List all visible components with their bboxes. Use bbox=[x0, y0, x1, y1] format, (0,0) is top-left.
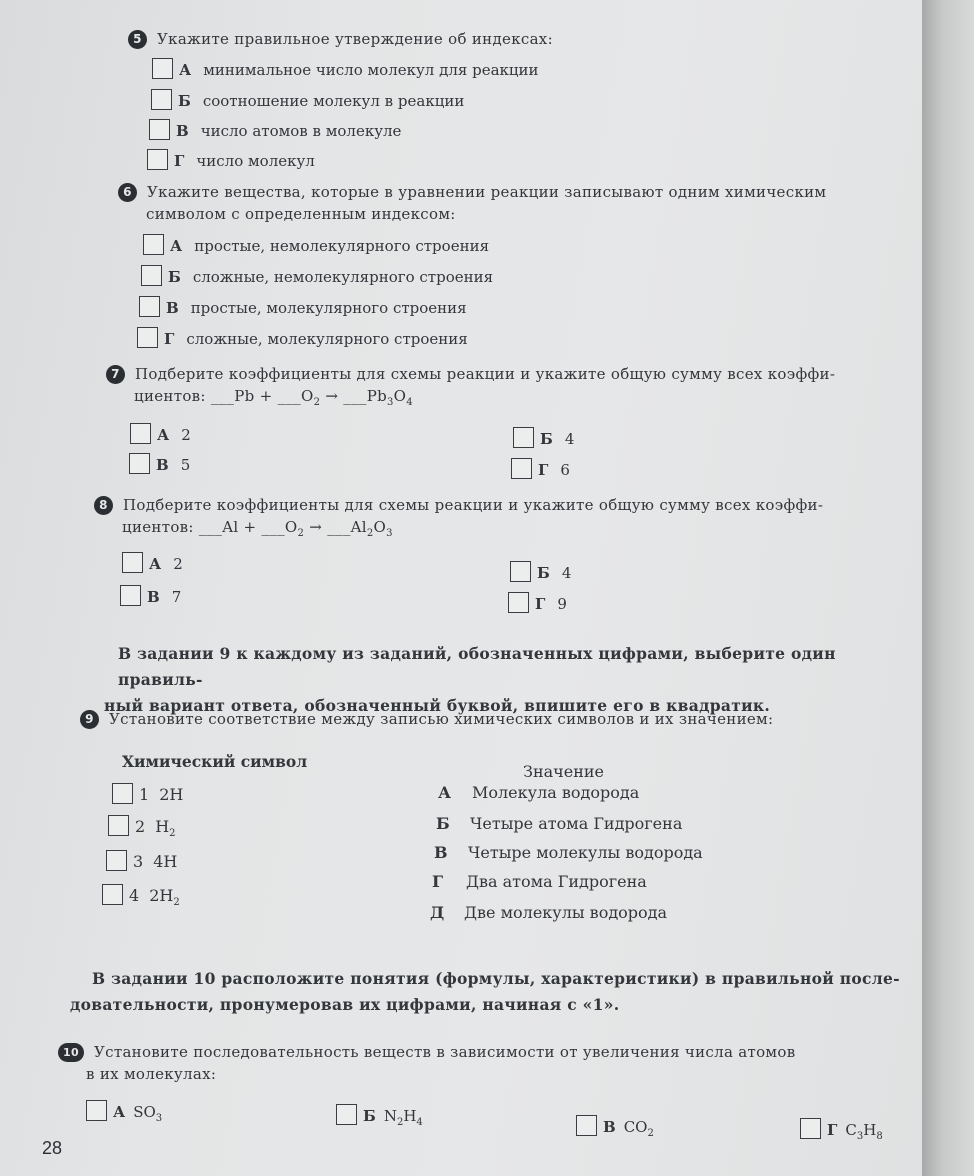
q6-option-c[interactable]: В простые, молекулярного строения bbox=[139, 296, 467, 318]
question-9-text: Установите соответствие между записью химических символов и их значением: bbox=[109, 710, 774, 728]
q9-meaning-a: А Молекула водорода bbox=[438, 783, 640, 802]
q10-option-c[interactable]: В $CO_2$ bbox=[576, 1115, 654, 1144]
q8-option-a[interactable]: А 2 bbox=[122, 552, 183, 574]
q5-option-d[interactable]: Г число молекул bbox=[147, 149, 315, 171]
q8-option-b[interactable]: Б 4 bbox=[510, 561, 571, 583]
q9-symbol-3[interactable]: 3 4H bbox=[106, 850, 177, 879]
answer-checkbox[interactable] bbox=[108, 815, 129, 836]
answer-checkbox[interactable] bbox=[129, 453, 150, 474]
question-7-equation: циентов: ___Pb + $\_\_\_O_2$ → $\_\_\_Pb_3O_4$ bbox=[134, 387, 413, 408]
page-number: 28 bbox=[42, 1138, 63, 1158]
answer-checkbox[interactable] bbox=[130, 423, 151, 444]
q7-option-c[interactable]: В 5 bbox=[129, 453, 190, 475]
next-page-edge bbox=[922, 0, 974, 1176]
answer-checkbox[interactable] bbox=[510, 561, 531, 582]
q8-option-c[interactable]: В 7 bbox=[120, 585, 181, 607]
question-6-line2: символом с определенным индексом: bbox=[146, 205, 456, 223]
instruction-9: В задании 9 к каждому из заданий, обозначенных цифрами, выберите один правиль- ный вариант ответа, обозначенный буквой, впишите его в квадратик. bbox=[104, 644, 836, 715]
answer-checkbox[interactable] bbox=[513, 427, 534, 448]
question-number-9: 9 bbox=[80, 710, 99, 729]
instruction-10: В задании 10 расположите понятия (формулы, характеристики) в правильной после- довательности, пронумеровав их цифрами, начиная с «1». bbox=[70, 969, 900, 1014]
q9-symbol-2[interactable]: 2 $H_2$ bbox=[108, 815, 176, 844]
q8-option-d[interactable]: Г 9 bbox=[508, 592, 567, 614]
q10-option-b[interactable]: Б $N_2H_4$ bbox=[336, 1104, 423, 1133]
answer-checkbox[interactable] bbox=[141, 265, 162, 286]
q9-meaning-b: Б Четыре атома Гидрогена bbox=[436, 814, 683, 833]
q6-option-b[interactable]: Б сложные, немолекулярного строения bbox=[141, 265, 493, 287]
answer-checkbox[interactable] bbox=[149, 119, 170, 140]
answer-checkbox[interactable] bbox=[147, 149, 168, 170]
answer-checkbox[interactable] bbox=[139, 296, 160, 317]
answer-checkbox[interactable] bbox=[511, 458, 532, 479]
q10-option-d[interactable]: Г $C_3H_8$ bbox=[800, 1118, 883, 1147]
question-8-equation: циентов: ___Al + $\_\_\_O_2$ → $\_\_\_Al_2O_3$ bbox=[122, 518, 393, 539]
question-5 bbox=[128, 28, 553, 50]
q7-option-a[interactable]: А 2 bbox=[130, 423, 191, 445]
question-10-line2: в их молекулах: bbox=[86, 1065, 217, 1083]
question-9 bbox=[80, 708, 773, 730]
question-6-line1: Укажите вещества, которые в уравнении реакции записывают одним химическим bbox=[147, 183, 827, 201]
answer-checkbox[interactable] bbox=[112, 783, 133, 804]
answer-checkbox[interactable] bbox=[508, 592, 529, 613]
answer-checkbox[interactable] bbox=[151, 89, 172, 110]
q6-option-d[interactable]: Г сложные, молекулярного строения bbox=[137, 327, 468, 349]
answer-checkbox[interactable] bbox=[143, 234, 164, 255]
question-6 bbox=[118, 181, 826, 225]
q9-meaning-d: Г Два атома Гидрогена bbox=[432, 872, 647, 891]
answer-checkbox[interactable] bbox=[152, 58, 173, 79]
q10-option-a[interactable]: А $SO_3$ bbox=[86, 1100, 162, 1129]
question-number-5: 5 bbox=[128, 30, 147, 49]
meaning-column-header: Значение bbox=[523, 762, 605, 781]
question-10-line1: Установите последовательность веществ в зависимости от увеличения числа атомов bbox=[94, 1043, 796, 1061]
answer-checkbox[interactable] bbox=[102, 884, 123, 905]
symbol-column-header: Химический символ bbox=[122, 752, 308, 771]
answer-checkbox[interactable] bbox=[336, 1104, 357, 1125]
q6-option-a[interactable]: А простые, немолекулярного строения bbox=[143, 234, 489, 256]
question-number-8: 8 bbox=[94, 496, 113, 515]
question-10 bbox=[58, 1041, 795, 1085]
answer-checkbox[interactable] bbox=[800, 1118, 821, 1139]
q7-option-b[interactable]: Б 4 bbox=[513, 427, 574, 449]
q9-symbol-4[interactable]: 4 $2H_2$ bbox=[102, 884, 180, 913]
answer-checkbox[interactable] bbox=[576, 1115, 597, 1136]
answer-checkbox[interactable] bbox=[122, 552, 143, 573]
q5-option-a[interactable]: А минимальное число молекул для реакции bbox=[152, 58, 539, 80]
question-8 bbox=[94, 494, 823, 545]
answer-checkbox[interactable] bbox=[106, 850, 127, 871]
q9-meaning-c: В Четыре молекулы водорода bbox=[434, 843, 703, 862]
q7-option-d[interactable]: Г 6 bbox=[511, 458, 570, 480]
question-8-line1: Подберите коэффициенты для схемы реакции и укажите общую сумму всех коэффи- bbox=[123, 496, 824, 514]
answer-checkbox[interactable] bbox=[137, 327, 158, 348]
q9-symbol-1[interactable]: 1 2H bbox=[112, 783, 183, 812]
question-5-text: Укажите правильное утверждение об индексах: bbox=[157, 30, 553, 48]
question-7-line1: Подберите коэффициенты для схемы реакции и укажите общую сумму всех коэффи- bbox=[135, 365, 836, 383]
question-7 bbox=[106, 363, 835, 414]
question-number-6: 6 bbox=[118, 183, 137, 202]
question-number-10: 10 bbox=[58, 1043, 84, 1062]
q5-option-b[interactable]: Б соотношение молекул в реакции bbox=[151, 89, 464, 111]
question-number-7: 7 bbox=[106, 365, 125, 384]
q5-option-c[interactable]: В число атомов в молекуле bbox=[149, 119, 401, 141]
answer-checkbox[interactable] bbox=[86, 1100, 107, 1121]
q9-meaning-e: Д Две молекулы водорода bbox=[430, 903, 668, 922]
answer-checkbox[interactable] bbox=[120, 585, 141, 606]
